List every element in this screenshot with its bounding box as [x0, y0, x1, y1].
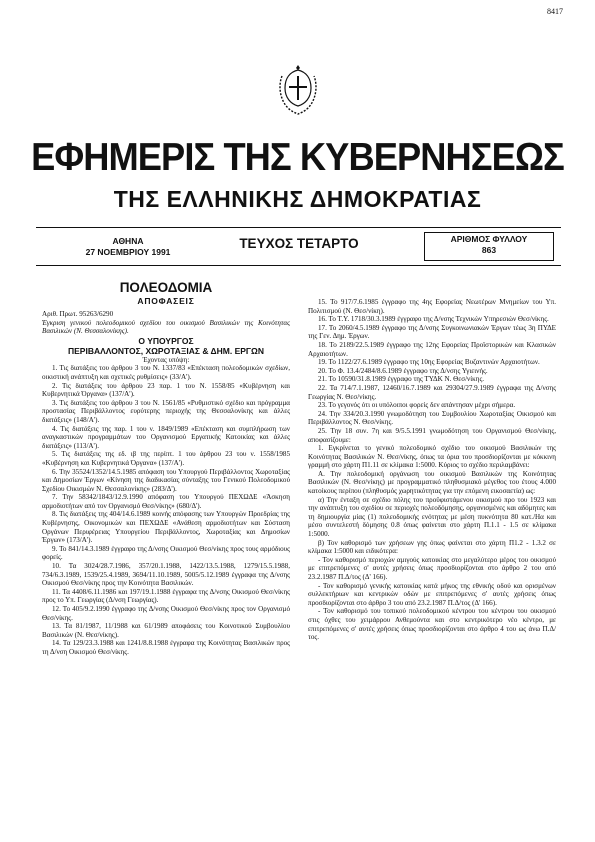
- paragraph: 8. Τις διατάξεις της 404/14.6.1989 κοινής απόφασης των Υπουργών Προεδρίας της Κυβέρνησης, Οικονομικών και ΠΕΧΩΔΕ «Ανάθεση αρμοδιοτήτων και Σύσταση Οργάνων Περιφέρειας Υπουργείου Περιβάλλοντος, Χωροταξίας και Δημοσίων Έργων» (173/Α').: [42, 510, 290, 545]
- paragraph: 12. Το 405/9.2.1990 έγγραφο της Δ/νσης Οικισμού Θεσ/νίκης προς τον Οργανισμό Θεσ/νίκης.: [42, 605, 290, 622]
- newspaper-title: ΕΦΗΜΕΡΙΣ ΤΗΣ ΚΥΒΕΡΝΗΣΕΩΣ: [31, 136, 564, 179]
- paragraph: 4. Τις διατάξεις της παρ. 1 του ν. 1849/1989 «Επέκταση και συμπλήρωση των αναγκαστικών προγραμμάτων του Οργανισμού Εργατικής Κατοικίας και άλλες διατάξεις» (113/Α').: [42, 424, 290, 450]
- paragraph: 1. Τις διατάξεις του άρθρου 3 του Ν. 1337/83 «Επέκταση πολεοδομικών σχεδίων, οικιστική ανάπτυξη και σχετικές ρυθμίσεις» (33/Α').: [42, 364, 290, 381]
- paragraph: 17. Το 2060/4.5.1989 έγγραφο της Δ/νσης Συγκοινωνιακών Έργων τέως 3η ΠΥΔΕ της Γεν. Δημ. Έργων.: [308, 323, 556, 341]
- issue-city: ΑΘΗΝΑ: [112, 236, 144, 246]
- issue-series: ΤΕΥΧΟΣ ΤΕΤΑΡΤΟ: [239, 236, 359, 251]
- right-column: [308, 298, 556, 642]
- paragraph: 20. Το Φ. 13.4/2484/8.6.1989 έγγραφο της Δ/νσης Υγιεινής.: [318, 366, 488, 375]
- newspaper-subtitle: ΤΗΣ ΕΛΛΗΝΙΚΗΣ ΔΗΜΟΚΡΑΤΙΑΣ: [113, 186, 482, 212]
- paragraph: 25. Την 18 συν. 7η και 9/5.5.1991 γνωμοδότηση του Οργανισμού Θεσ/νίκης, αποφασίζουμε:: [308, 426, 556, 444]
- left-column: [42, 280, 290, 657]
- paragraph: 6. Την 35524/1352/14.5.1985 απόφαση του Υπουργού Περιβάλλοντος Χωροταξίας και Δημοσίων Έργων «Κίνηση της διαδικασίας σύνταξης του Γενικού Πολεοδομικού Σχεδίου Οικισμών Ν. Θεσσαλονίκης» (283/Δ').: [42, 467, 290, 493]
- coat-of-arms-icon: [276, 62, 320, 116]
- top-rule: [36, 227, 561, 228]
- paragraph: 10. Τα 3024/28.7.1986, 357/20.1.1988, 1422/13.5.1988, 1279/15.5.1988, 734/6.3.1989, 1539/25.4.1989, 3694/11.10.1989, 5005/5.12.1989 έγγραφα της Δ/νσης Οικισμού Θεσ/νίκης προς την Κοινότητα Βασιλικών.: [42, 562, 290, 588]
- page-number: 8417: [547, 7, 563, 16]
- paragraph: Α. Την πολεοδομική οργάνωση του οικισμού Βασιλικών της Κοινότητας Βασιλικών (Ν. Θεσ/νίκης) με προγραμματικό πληθυσμιακό μέγεθος του έτους 4.000 κατοίκους περίπου (πληθυσμός χωρητικότητας για την επόμενη εικοσαετία) ως:: [308, 469, 556, 496]
- paragraph: - Τον καθορισμό περιοχών αμιγούς κατοικίας στο μεγαλύτερο μέρος του οικισμού με επιτρεπόμενες σ' αυτές χρήσεις όπως προσδιορίζονται στο άρθρο 2 του από 23.2.1987 Π.Δ/τος (Δ' 166).: [308, 555, 556, 581]
- paragraph: - Τον καθορισμό του τοπικού πολεοδομικού κέντρου του κέντρου του οικισμού στις όχθες του χειμάρρου Ανθεμούντα και στο κεντρικότερο νέο κέντρο, με επιτρεπόμενες σ' αυτές χρήσεις όπως προσδιορίζονται στο άρθρο 4 του ως άνω Π.Δ/τος.: [308, 607, 556, 642]
- decision-summary: Έγκριση γενικού πολεοδομικού σχεδίου του οικισμού Βασιλικών της Κοινότητας Βασιλικών (Ν. Θεσσαλονίκης).: [42, 318, 290, 336]
- paragraph: 22. Τα 714/7.1.1987, 12460/16.7.1989 και 29304/27.9.1989 έγγραφα της Δ/νσης Γεωργίας Ν. Θεσ/νίκης.: [308, 383, 556, 401]
- paragraph: β) Τον καθορισμό των χρήσεων γης όπως φαίνεται στο χάρτη Π1.2 - 1.3.2 σε κλίμακα 1:5000 και ειδικότερα:: [308, 538, 556, 556]
- section-title: ΠΟΛΕΟΔΟΜΙΑ: [119, 280, 213, 295]
- paragraph: 19. Το 1122/27.6.1989 έγγραφο της 10ης Εφορείας Βυζαντινών Αρχαιοτήτων.: [318, 358, 540, 367]
- paragraph: 21. Το 10590/31.8.1989 έγγραφο της ΤΥΔΚ Ν. Θεσ/νίκης.: [318, 375, 485, 384]
- subsection-title: ΑΠΟΦΑΣΕΙΣ: [137, 296, 195, 306]
- paragraph: 14. Τα 129/23.3.1988 και 1241/8.8.1988 έγγραφα της Κοινότητας Βασιλικών προς τη Δ/νση Οικισμού Θεσ/νίκης.: [42, 639, 290, 656]
- paragraph: 5. Τις διατάξεις της εδ. ιβ της περίπτ. 1 του άρθρου 23 του ν. 1558/1985 «Κυβέρνηση και Κυβερνητικά Όργανα» (137/Α').: [42, 450, 290, 467]
- sheet-number-box: [424, 232, 554, 261]
- paragraph: 24. Την 334/20.3.1990 γνωμοδότηση του Συμβουλίου Χωροταξίας Οικισμού και Περιβάλλοντος Ν. Θεσ/νίκης.: [308, 409, 556, 427]
- paragraph: 2. Τις διατάξεις του άρθρου 23 παρ. 1 του Ν. 1558/85 «Κυβέρνηση και Κυβερνητικά Όργανα» (137/Α').: [42, 381, 290, 399]
- issue-city-date: [68, 236, 188, 258]
- authority-title: Ο ΥΠΟΥΡΓΟΣ: [138, 335, 194, 346]
- paragraph: 23. Το γεγονός ότι οι υπόλοιποι φορείς δεν απάντησαν μέχρι σήμερα.: [318, 401, 516, 410]
- authority-ministry: ΠΕΡΙΒΑΛΛΟΝΤΟΣ, ΧΩΡΟΤΑΞΙΑΣ & ΔΗΜ. ΕΡΓΩΝ: [68, 345, 264, 356]
- paragraph: α) Την ένταξη σε σχέδιο πόλης του προϋφιστάμενου οικισμού προ του 1923 και την ανάπτυξη του σχεδίου σε περιοχές πολεοδόμησης, οργανισμένες και αδόμητες και τη δημιουργία μίας (1) πολεοδομικής ενότητας με μέση πυκνότητα 80 κατ./Ηα και μέσο συντελεστή δόμησης 0.8 όπως φαίνεται στο χάρτη Π.1.1 - 1.5 σε κλίμακα 1:5000.: [308, 495, 556, 539]
- reference-number: Αριθ. Πρωτ. 95263/6290: [42, 310, 114, 318]
- paragraph: 18. Το 2189/22.5.1989 έγγραφο της 12ης Εφορείας Προϊστορικών και Κλασικών Αρχαιοτήτων.: [308, 340, 556, 358]
- bottom-rule: [36, 265, 561, 266]
- paragraph: 9. Το 841/14.3.1989 έγγραφο της Δ/νσης Οικισμού Θεσ/νίκης προς τους αρμόδιους φορείς.: [42, 544, 290, 562]
- paragraph: - Τον καθορισμό γενικής κατοικίας κατά μήκος της εθνικής οδού και ορισμένων συλλεκτήριων και κεντρικών οδών με επιτρεπόμενες σ' αυτές χρήσεις όπως προσδιορίζονται στο άρθρο 3 του από 23.2.1987 Π.Δ/τος (Δ' 166).: [308, 581, 556, 607]
- issue-date: 27 ΝΟΕΜΒΡΙΟΥ 1991: [85, 247, 171, 257]
- paragraph: 11. Τα 4408/6.11.1986 και 197/19.1.1988 έγγραφα της Δ/νσης Οικισμού Θεσ/νίκης προς το Υπ. Γεωργίας (Δ/νση Γεωργίας).: [42, 587, 290, 605]
- paragraph: 3. Τις διατάξεις του άρθρου 3 του Ν. 1561/85 «Ρυθμιστικό σχέδιο και πρόγραμμα προστασίας Περιβάλλοντος ευρύτερης περιοχής της Θεσσαλονίκης και άλλες διατάξεις» (148/Α').: [42, 398, 290, 424]
- paragraph: 15. Το 917/7.6.1985 έγγραφο της 4ης Εφορείας Νεωτέρων Μνημείων του Υπ. Πολιτισμού (Ν. Θεσ/νίκη).: [308, 298, 556, 315]
- paragraph: 1. Εγκρίνεται το γενικό πολεοδομικό σχέδιο του οικισμού Βασιλικών της Κοινότητας Βασιλικών Ν. Θεσ/νίκης, όπως τα όρια του προσδιορίζονται με κόκκινη γραμμή στο χάρτη Π1.11 σε κλίμακα 1:5000. Κύριος το σχέδιο περιλαμβάνει:: [308, 444, 556, 470]
- paragraph: 7. Την 58342/1843/12.9.1990 απόφαση του Υπουργού ΠΕΧΩΔΕ «Άσκηση αρμοδιοτήτων από τον Οργανισμό Θεσ/νίκης» (680/Δ').: [42, 493, 290, 510]
- having-considered: Έχοντας υπόψη:: [142, 355, 190, 364]
- sheet-label: ΑΡΙΘΜΟΣ ΦΥΛΛΟΥ: [450, 234, 528, 244]
- sheet-number: 863: [481, 245, 497, 255]
- paragraph: 16. Το Τ.Υ. 1718/30.3.1989 έγγραφο της Δ/νσης Τεχνικών Υπηρεσιών Θεσ/νίκης.: [318, 315, 549, 324]
- paragraph: 13. Τα 81/1987, 11/1988 και 61/1989 αποφάσεις του Κοινοτικού Συμβουλίου Βασιλικών (Ν. Θεσ/νίκης).: [42, 622, 290, 639]
